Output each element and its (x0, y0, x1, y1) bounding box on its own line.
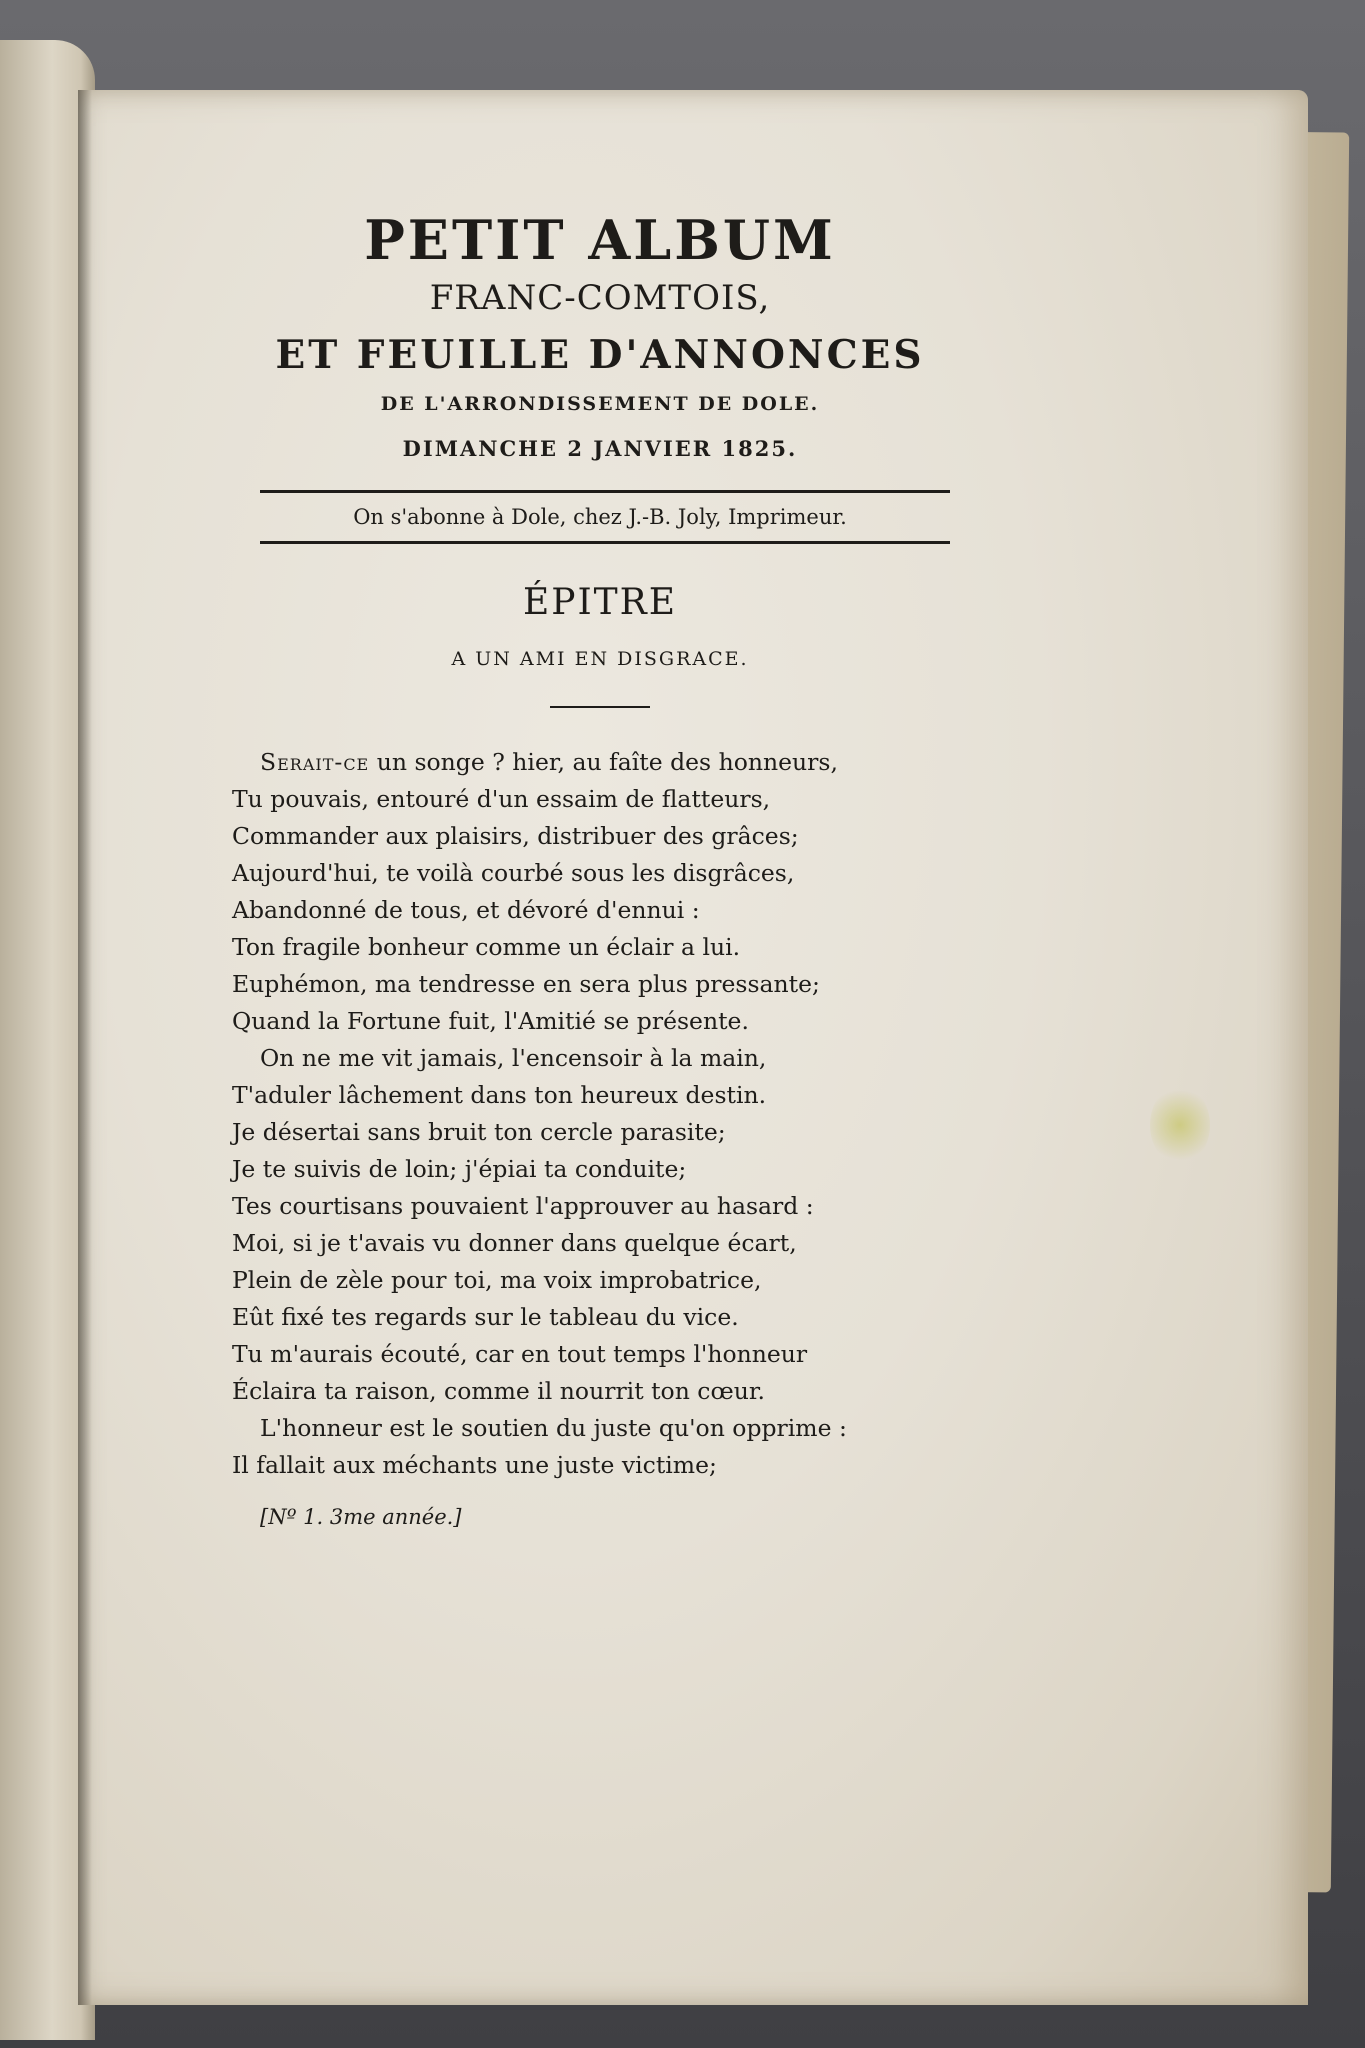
poem-body (232, 744, 980, 1484)
divider-bottom (260, 541, 950, 544)
poem-line: Eût fixé tes regards sur le tableau du vice. (232, 1303, 739, 1331)
poem-line: Ton fragile bonheur comme un éclair a lui. (232, 933, 741, 961)
poem-divider (550, 706, 650, 708)
poem-line: Aujourd'hui, te voilà courbé sous les disgrâces, (232, 859, 795, 887)
poem-line: Je désertai sans bruit ton cercle parasite; (232, 1118, 726, 1146)
page-stain (1150, 1085, 1210, 1165)
poem-line: Tu pouvais, entouré d'un essaim de flatteurs, (232, 785, 771, 813)
poem-line: Quand la Fortune fuit, l'Amitié se présente. (232, 1007, 749, 1035)
poem-dedication: A UN AMI EN DISGRACE. (451, 648, 749, 670)
issue-date: DIMANCHE 2 JANVIER 1825. (402, 436, 798, 461)
subscription-line: On s'abonne à Dole, chez J.-B. Joly, Imprimeur. (353, 505, 847, 529)
masthead-subtitle: FRANC-COMTOIS, (429, 278, 771, 318)
masthead-title: PETIT ALBUM (364, 208, 836, 272)
poem-line: Serait-ce un songe ? hier, au faîte des honneurs, (260, 748, 838, 776)
poem-line: Moi, si je t'avais vu donner dans quelque écart, (232, 1229, 797, 1257)
poem-line: Tes courtisans pouvaient l'approuver au hasard : (232, 1192, 814, 1220)
poem-line: Je te suivis de loin; j'épiai ta conduite; (232, 1155, 687, 1183)
issue-number: [Nº 1. 3me année.] (260, 1505, 462, 1529)
poem-line: Plein de zèle pour toi, ma voix improbatrice, (232, 1266, 762, 1294)
poem-title: ÉPITRE (522, 582, 678, 623)
poem-line: Éclaira ta raison, comme il nourrit ton cœur. (232, 1377, 765, 1405)
poem-line: Il fallait aux méchants une juste victime; (232, 1451, 717, 1479)
poem-line: On ne me vit jamais, l'encensoir à la main, (260, 1044, 767, 1072)
masthead-title-2: ET FEUILLE D'ANNONCES (275, 332, 925, 378)
page-gutter-shadow (78, 90, 92, 2005)
divider-top (260, 490, 950, 493)
poem-line: Commander aux plaisirs, distribuer des grâces; (232, 822, 799, 850)
page-text (220, 180, 980, 1532)
poem-line: Euphémon, ma tendresse en sera plus pressante; (232, 970, 820, 998)
poem-line: Abandonné de tous, et dévoré d'ennui : (232, 896, 700, 924)
poem-line: Tu m'aurais écouté, car en tout temps l'honneur (232, 1340, 808, 1368)
poem-line: T'aduler lâchement dans ton heureux destin. (232, 1081, 767, 1109)
poem-line: L'honneur est le soutien du juste qu'on opprime : (260, 1414, 847, 1442)
poem-first-word: Serait-ce (260, 748, 370, 776)
masthead-district: DE L'ARRONDISSEMENT DE DOLE. (380, 393, 820, 415)
